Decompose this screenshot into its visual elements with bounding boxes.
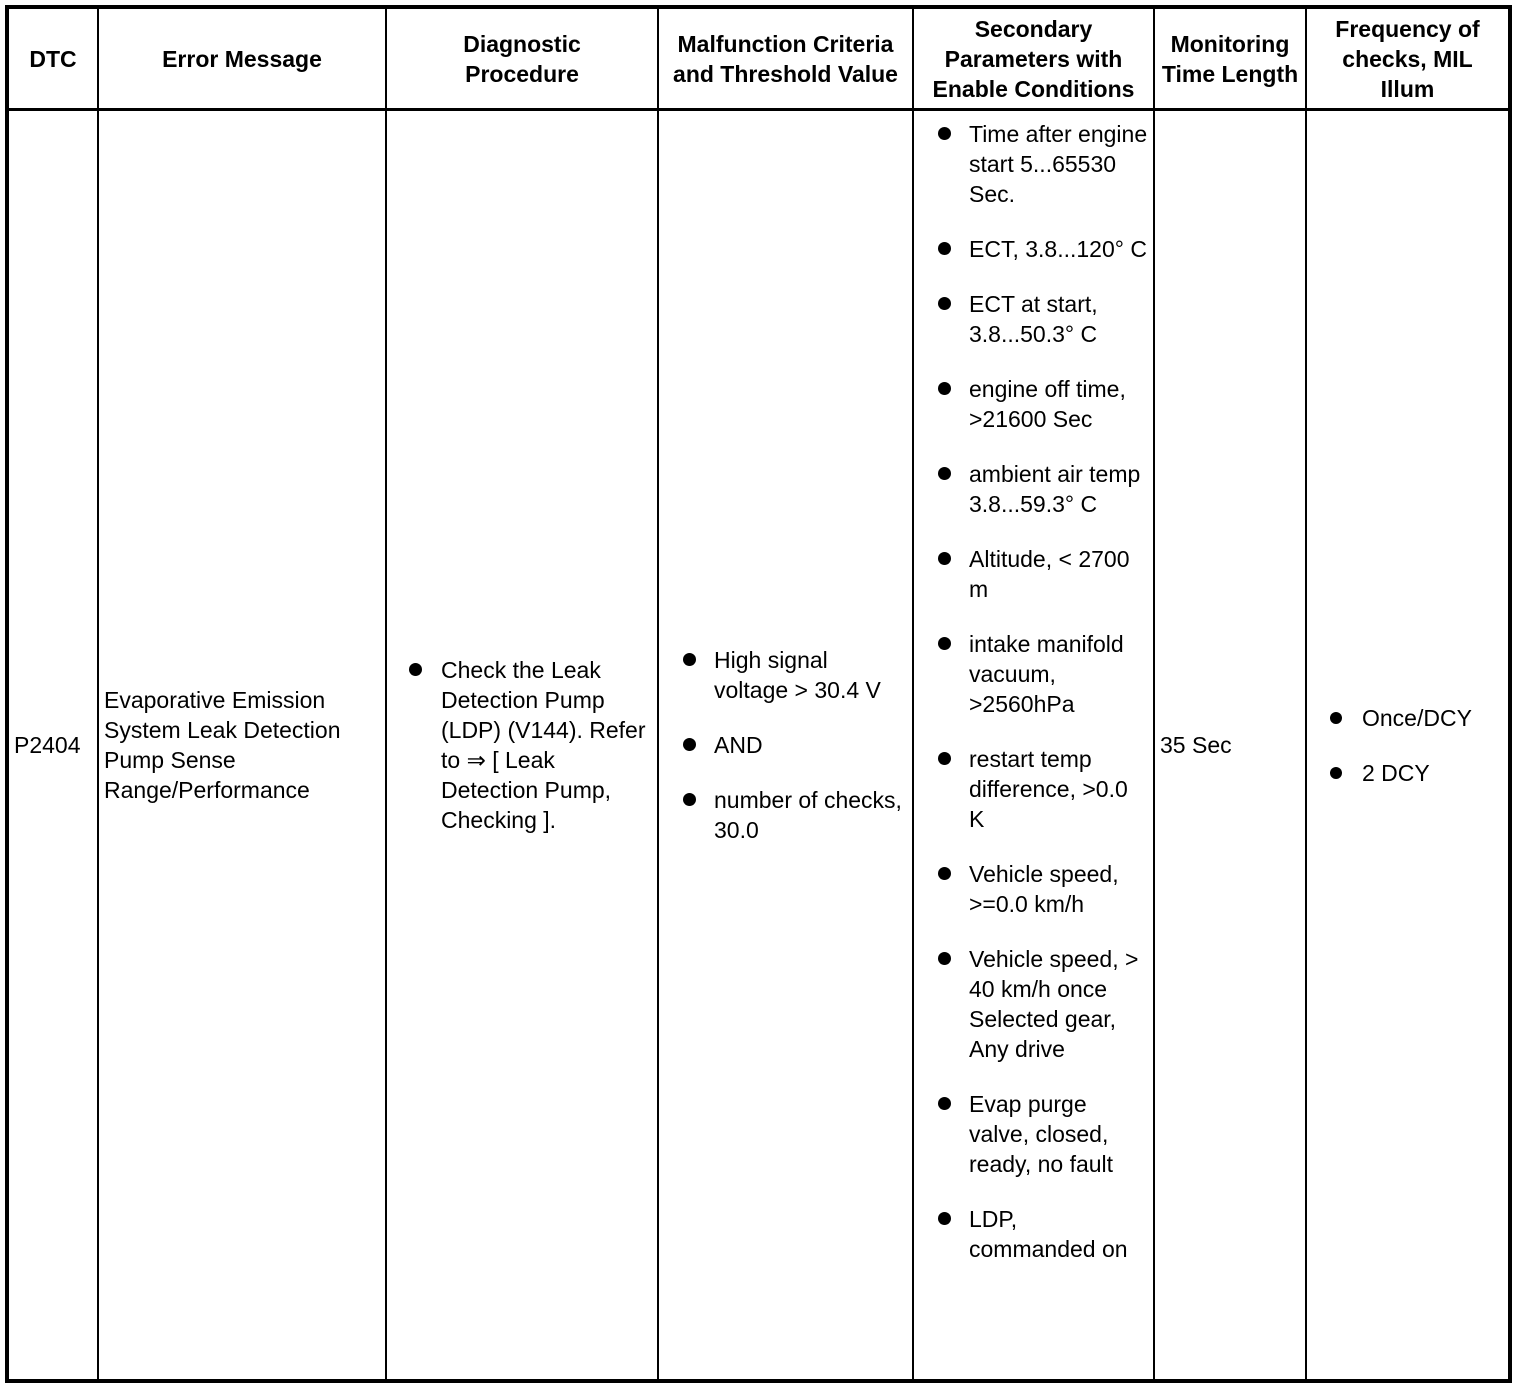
bullet-icon xyxy=(938,552,951,565)
frequency-list xyxy=(1307,703,1508,788)
bullet-icon xyxy=(409,663,422,676)
malfunction-criteria-item-text: number of checks, 30.0 xyxy=(714,787,902,843)
bullet-icon xyxy=(683,738,696,751)
diagnostic-procedure-item-text: Check the Leak Detection Pump (LDP) (V144). Refer to ⇒ [ Leak Detection Pump, Checking ]. xyxy=(441,657,646,833)
secondary-parameter-item xyxy=(914,629,1153,719)
secondary-parameters-list xyxy=(914,119,1153,1264)
secondary-parameter-item xyxy=(914,944,1153,1064)
secondary-parameter-item-text: LDP, commanded on xyxy=(969,1206,1128,1262)
frequency-item-text: 2 DCY xyxy=(1362,759,1430,786)
secondary-parameter-item xyxy=(914,119,1153,209)
secondary-parameter-item xyxy=(914,1204,1153,1264)
secondary-parameter-item-text: ECT at start, 3.8...50.3° C xyxy=(969,291,1098,347)
secondary-parameter-item xyxy=(914,234,1153,264)
malfunction-criteria-item-text: High signal voltage > 30.4 V xyxy=(714,647,881,703)
diagnostic-procedure-list xyxy=(387,655,657,835)
secondary-parameter-item-text: Vehicle speed, > 40 km/h once Selected gear, Any drive xyxy=(969,946,1139,1062)
secondary-parameter-item xyxy=(914,459,1153,519)
cell-monitoring-time: 35 Sec xyxy=(1154,110,1306,1382)
table-body xyxy=(7,110,1510,1382)
header-diagnostic-procedure: Diagnostic Procedure xyxy=(386,7,658,110)
secondary-parameter-item xyxy=(914,289,1153,349)
bullet-icon xyxy=(938,1212,951,1225)
secondary-parameter-item-text: Time after engine start 5...65530 Sec. xyxy=(969,121,1148,207)
bullet-icon xyxy=(938,127,951,140)
secondary-parameter-item-text: ECT, 3.8...120° C xyxy=(969,236,1147,262)
bullet-icon xyxy=(938,382,951,395)
secondary-parameter-item xyxy=(914,374,1153,434)
bullet-icon xyxy=(683,793,696,806)
secondary-parameter-item-text: intake manifold vacuum, >2560hPa xyxy=(969,631,1124,717)
secondary-parameter-item-text: Vehicle speed, >=0.0 km/h xyxy=(969,861,1119,917)
bullet-icon xyxy=(938,1097,951,1110)
cell-diagnostic-procedure xyxy=(386,110,658,1382)
diagnostic-procedure-item xyxy=(387,655,657,835)
malfunction-criteria-item xyxy=(659,645,912,705)
bullet-icon xyxy=(1330,767,1342,779)
secondary-parameter-item-text: restart temp difference, >0.0 K xyxy=(969,746,1128,832)
header-frequency: Frequency of checks, MIL Illum xyxy=(1306,7,1510,110)
header-dtc: DTC xyxy=(7,7,98,110)
bullet-icon xyxy=(938,297,951,310)
cell-error-message: Evaporative Emission System Leak Detection Pump Sense Range/Performance xyxy=(98,110,386,1382)
dtc-table xyxy=(5,5,1512,1383)
secondary-parameter-item-text: ambient air temp 3.8...59.3° C xyxy=(969,461,1141,517)
header-secondary-parameters: Secondary Parameters with Enable Conditions xyxy=(913,7,1154,110)
cell-dtc: P2404 xyxy=(7,110,98,1382)
secondary-parameter-item xyxy=(914,1089,1153,1179)
header-error-message: Error Message xyxy=(98,7,386,110)
header-row xyxy=(7,7,1510,110)
bullet-icon xyxy=(683,653,696,666)
malfunction-criteria-item xyxy=(659,785,912,845)
bullet-icon xyxy=(938,867,951,880)
header-monitoring-time: Monitoring Time Length xyxy=(1154,7,1306,110)
frequency-item xyxy=(1307,758,1508,788)
malfunction-criteria-item xyxy=(659,730,912,760)
bullet-icon xyxy=(938,242,951,255)
bullet-icon xyxy=(1330,712,1342,724)
malfunction-criteria-item-text: AND xyxy=(714,732,763,758)
frequency-item xyxy=(1307,703,1508,733)
secondary-parameter-item xyxy=(914,544,1153,604)
cell-frequency xyxy=(1306,110,1510,1382)
table-header xyxy=(7,7,1510,110)
secondary-parameter-item-text: Evap purge valve, closed, ready, no fault xyxy=(969,1091,1114,1177)
cell-malfunction-criteria xyxy=(658,110,913,1382)
table-row xyxy=(7,110,1510,1382)
malfunction-criteria-list xyxy=(659,645,912,845)
bullet-icon xyxy=(938,467,951,480)
secondary-parameter-item-text: Altitude, < 2700 m xyxy=(969,546,1130,602)
cell-secondary-parameters xyxy=(913,110,1154,1382)
bullet-icon xyxy=(938,752,951,765)
secondary-parameter-item xyxy=(914,744,1153,834)
bullet-icon xyxy=(938,637,951,650)
secondary-parameter-item xyxy=(914,859,1153,919)
secondary-parameter-item-text: engine off time, >21600 Sec xyxy=(969,376,1126,432)
frequency-item-text: Once/DCY xyxy=(1362,704,1472,731)
bullet-icon xyxy=(938,952,951,965)
header-malfunction-criteria: Malfunction Criteria and Threshold Value xyxy=(658,7,913,110)
